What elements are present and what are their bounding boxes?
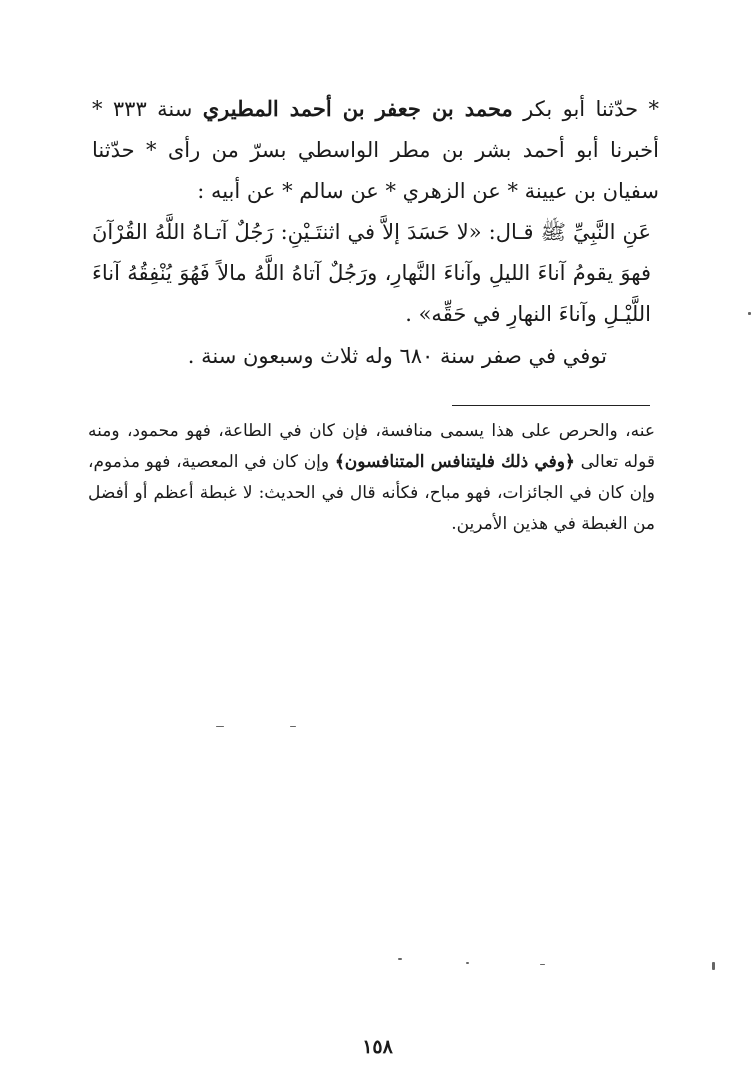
footnote-text-rest: وإن كان في المعصية، فهو مذموم، وإن كان في الجائزات، فهو مباح، فكأنه قال في الحديث: لا غبطة أعظم أو أفضل من الغبطة في هذين الأمرين. [88,452,655,534]
isnad-text-start: * حدّثنا أبو بكر [512,97,659,121]
scan-speck [466,962,469,964]
scan-speck [216,726,224,727]
narrator-name: محمد بن جعفر بن أحمد المطيري [202,96,513,121]
footnote-separator [452,405,650,406]
scan-speck [540,964,545,965]
quran-quote: ﴿وفي ذلك فليتنافس المتنافسون﴾ [334,452,575,472]
scan-speck [748,312,751,315]
isnad-paragraph [92,88,659,212]
footnote [88,416,655,540]
scan-speck [290,726,296,727]
death-note [92,336,607,377]
page-number: ١٥٨ [362,1036,393,1058]
hadith-text: عَنِ النَّبِيِّ ﷺ قـال: «لا حَسَدَ إلاَّ في اثنتَـيْنِ: رَجُلٌ آتـاهُ اللَّهُ القُرْآنَ فهوَ يقومُ آناءَ الليلِ وآناءَ النَّهارِ، ورَجُلٌ آتاهُ اللَّهُ مالاً فَهُوَ يُنْفِقُهُ آناءَ اللَّيْـلِ وآناءَ النهارِ في حَقِّه» . [92,220,651,326]
scan-speck [712,962,715,970]
isnad-text-rest: سنة ٣٣٣ * أخبرنا أبو أحمد بشر بن مطر الواسطي بسرّ من رأى * حدّثنا سفيان بن عيينة * عن الزهري * عن سالم * عن أبيه : [92,97,659,203]
hadith-paragraph [92,212,651,335]
footnote-text-start: عنه، والحرص على هذا يسمى منافسة، فإن كان في الطاعة، فهو محمود، ومنه قوله تعالى [88,421,655,472]
scan-speck [398,958,402,960]
death-note-text: توفي في صفر سنة ٦٨٠ وله ثلاث وسبعون سنة . [187,344,607,368]
